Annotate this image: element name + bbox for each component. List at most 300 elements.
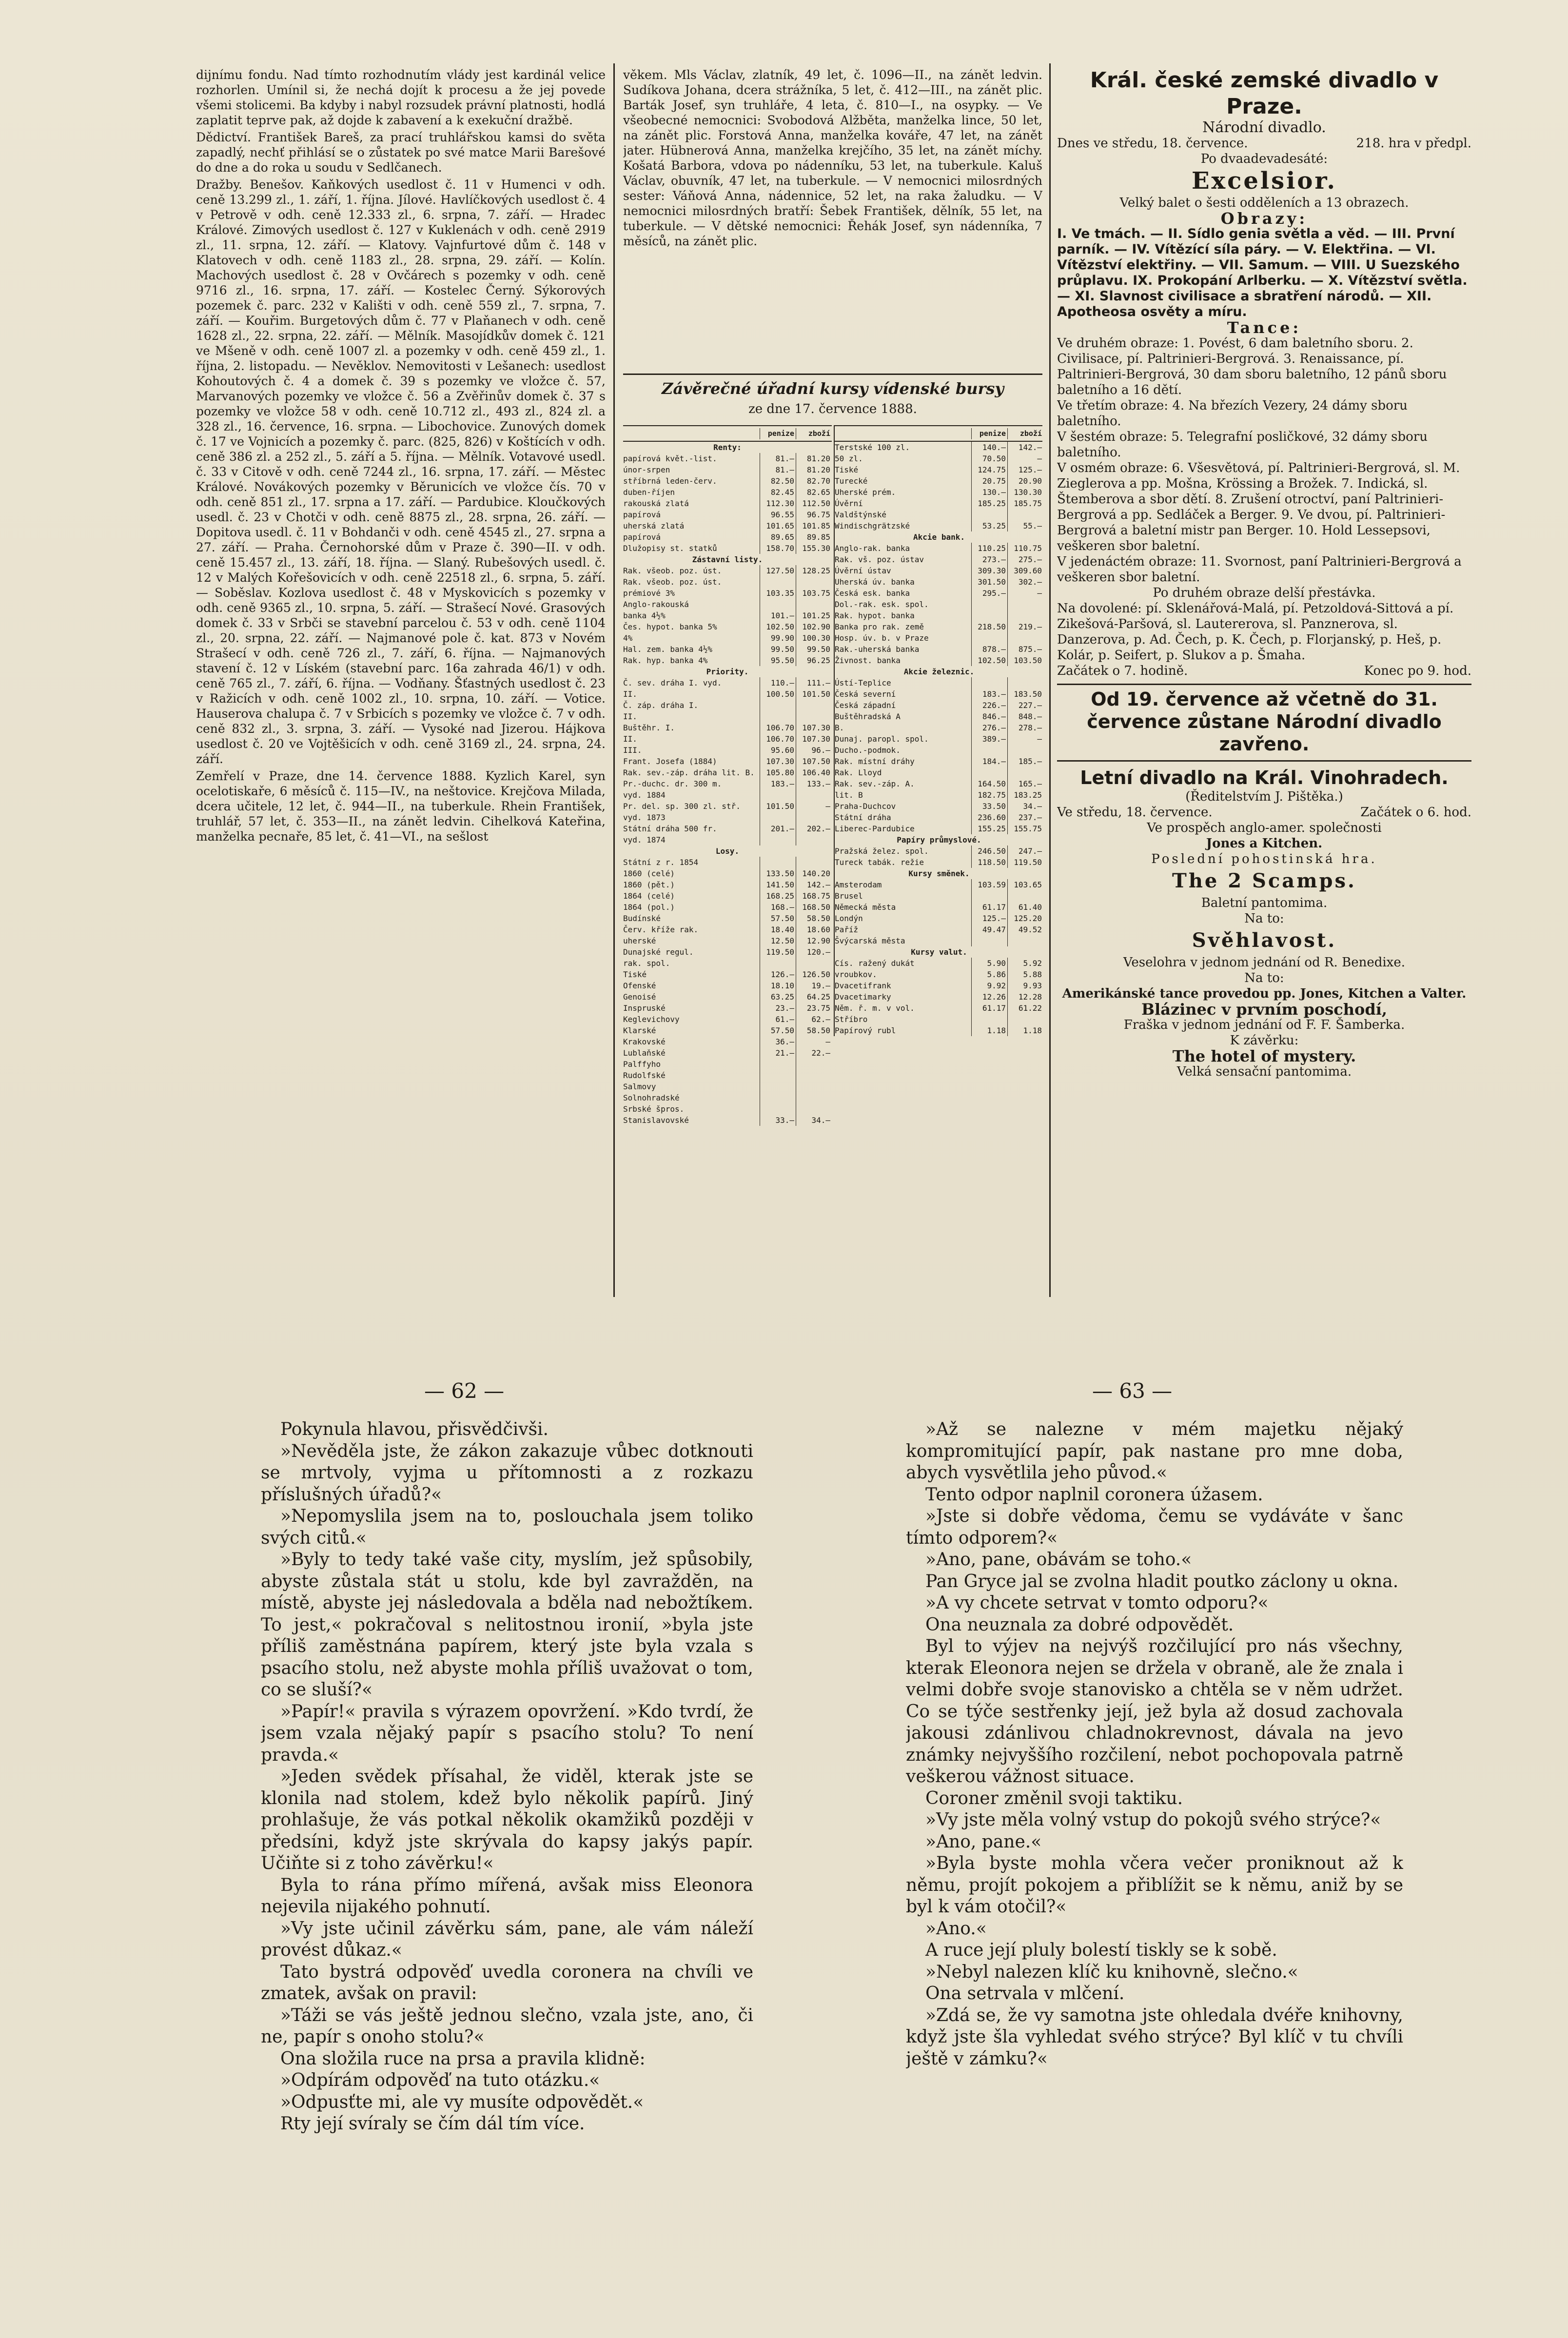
bourse-goods-value xyxy=(796,1081,832,1092)
bourse-goods-value: 101.85 xyxy=(796,520,832,531)
vinohrady-date: Ve středu, 18. července. xyxy=(1057,805,1213,820)
bourse-money-value: 33.50 xyxy=(971,801,1007,812)
paragraph-auctions: Dražby. Benešov. Kaňkových usedlost č. 11 v Humenci v odh. ceně 13.299 zl., 1. září, 1. října. Jílové. Havlíčkových usedlost č. 4 v Petrově v odh. ceně 12.333 zl., 6. srpna, 7. září. — Hradec Králové. Zimových usedlost č. 127 v Kuklenách v odh. ceně 2919 zl., 11. srpna, 12. září. — Klatovy. Vajnfurtové dům č. 148 v Klatovech v odh. ceně 1183 zl., 28. srpna, 29. září. — Kolín. Machových usedlost č. 28 v Ovčárech s pozemky v odh. ceně 9716 zl., 16. srpna, 17. září. — Kostelec Černý. Sýkorových pozemek č. parc. 232 v Kališti v odh. ceně 559 zl., 7. srpna, 7. září. — Kouřim. Burgetových dům č. 77 v Plaňanech v odh. ceně 1628 zl., 22. srpna, 22. září. — Mělník. Masojídkův domek č. 121 ve Mšeně v odh. ceně 1007 zl. a pozemky v odh. ceně 459 zl., 1. října, 2. listopadu. — Nevěklov. Nemovitosti v Lešanech: usedlost Kohoutových č. 4 a domek č. 39 s pozemky ve vložce č. 57, Marvanových pozemky ve vložce č. 56 a Zvěřinův domek č. 37 s pozemky ve vložce 58 v odh. ceně 10.712 zl., 493 zl., 824 zl. a 328 zl., 16. července, 16. srpna. — Libochovice. Zunových domek č. 17 ve Vojnicích a pozemky č. parc. (825, 826) v Koštících v odh. ceně 386 zl. a 252 zl., 5. září a 5. října. — Mělník. Votavové usedl. č. 33 v Citově v odh. ceně 7244 zl., 16. srpna, 17. září. — Městec Králové. Novákových pozemky v Běrunicích ve vložce čís. 70 v odh. ceně 851 zl., 17. srpna a 17. září. — Pardubice. Kloučkových usedl. č. 23 v Chotči v odh. ceně 8875 zl., 28. srpna, 26. září. — Dopitova usedl. č. 11 v Bohdanči v odh. ceně 4545 zl., 27. srpna a 27. září. — Praha. Černohorské dům v Praze č. 390—II. v odh. ceně 15.457 zl., 13. září, 18. října. — Slaný. Rubešových usedl. č. 12 v Malých Kořešovicích v odh. ceně 22518 zl., 6. srpna, 5. září. — Soběslav. Kozlova usedlost č. 48 v Myskovicích s pozemky v odh. ceně 9365 zl., 10. srpna, 5. září. — Strašecí Nové. Grasových domek č. 33 v Srbči se stavební parcelou č. 53 v odh. ceně 1104 zl., 20. srpna, 22. září. — Najmanové pole č. kat. 873 v Novém Strašecí v odh. ceně 726 zl., 7. září, 6. října. — Najmanových stavení č. 12 v Líském (stavební parc. 16a zahrada 46/1) v odh. ceně 765 zl., 7. září, 6. října. — Vodňany. Šťastných usedlost č. 23 v Ražicích v odh. ceně 1002 zl., 10. srpna, 10. září. — Votice. Hauserova chalupa č. 7 v Srbicích s pozemky ve vložce č. 7 v odh. ceně 832 zl., 3. srpna, 3. září. — Vysoké nad Jizerou. Hájkova usedlost č. 20 ve Vojtěšicích v odh. ceně 3169 zl., 24. srpna, 24. září. xyxy=(196,177,606,766)
bourse-row xyxy=(835,913,1042,924)
story-paragraph: Tento odpor naplnil coronera úžasem. xyxy=(925,1484,1263,1505)
bourse-money-value: 20.75 xyxy=(971,475,1007,487)
story-paragraph: »Byly to tedy také vaše city, myslím, jež spůsobily, abyste zůstala stát u stolu, kde byl zavraždĕn, na místě, abyste jej následovala a bděla nad nebožtíkem. To jest,« pokračoval s nelitostnou ironií, »byla jste příliš zaměstnána papírem, který jste byla vzala s psacího stolu, než abyste mohla příliš uvažovat o tom, co se sluší?« xyxy=(261,1550,753,1700)
story-paragraph: »Odpírám odpověď na tuto otázku.« xyxy=(280,2070,600,2090)
story-page-62 xyxy=(261,1419,753,2199)
start-time: Začátek o 7. hodině. xyxy=(1057,664,1188,678)
bourse-goods-value: 278.— xyxy=(1007,722,1042,733)
story-paragraph: »Jeden svědek přísahal, že viděl, kterak jste se klonila nad stolem, kdež bylo několik papírů. Jiný prohlašuje, že vás potkal několik okamžiků později v předsíni, když jste skrývala do kapsy jakýs papír. Učiňte si z toho závěrku!« xyxy=(261,1767,753,1873)
bourse-row xyxy=(623,890,832,902)
bourse-goods-value: 219.— xyxy=(1007,621,1042,632)
bourse-money-value: 53.25 xyxy=(971,520,1007,531)
bourse-row xyxy=(623,610,832,621)
bourse-security-name: Palffyho xyxy=(623,1060,661,1069)
bourse-money-value: 61.17 xyxy=(971,1002,1007,1014)
bourse-goods-value: 183.50 xyxy=(1007,688,1042,700)
bourse-money-value: 5.86 xyxy=(971,969,1007,980)
bourse-money-value: 61.— xyxy=(760,1014,796,1025)
bourse-security-name: Dunajské regul. xyxy=(623,947,694,957)
section-rule xyxy=(623,373,1042,375)
bourse-money-value: 126.— xyxy=(760,969,796,980)
bourse-goods-value: — xyxy=(1007,588,1042,599)
bourse-goods-value: 18.60 xyxy=(796,924,832,935)
bourse-goods-value: 9.93 xyxy=(1007,980,1042,991)
theater-date: Dnes ve středu, 18. července. xyxy=(1057,136,1248,151)
bourse-security-name: Rak. sev.-záp. dráha lit. B. xyxy=(623,768,755,777)
story-paragraph: »Odpusťte mi, ale vy musíte odpovědět.« xyxy=(280,2092,644,2112)
bourse-security-name: vyd. 1874 xyxy=(623,835,666,845)
bourse-security-name: uherská zlatá xyxy=(623,521,685,530)
bourse-goods-value: 34.— xyxy=(1007,801,1042,812)
bourse-row xyxy=(835,958,1042,969)
bourse-security-name: papírová xyxy=(623,532,661,542)
vinohrady-last: Poslední pohostinská hra. xyxy=(1151,852,1377,866)
bourse-money-value xyxy=(971,745,1007,756)
story-paragraph: Byl to výjev na nejvýš rozčilující pro nás všechny, kterak Eleonora nejen se držela v obraně, ale že znala i velmi dobře svoje stanovisko a chtěla se v něm udržet. Co se týče sestřenky její, jež byla až dosud zachovala jakousi zdánlivou chladnokrevnost, dávala na jevo známky nejvyššího rozčilení, nebot pochopovala patrně veškerou vážnost situace. xyxy=(906,1636,1403,1787)
bourse-money-value: 103.59 xyxy=(971,879,1007,890)
bourse-money-value: 389.— xyxy=(971,733,1007,745)
bourse-money-value: 23.— xyxy=(760,1002,796,1014)
bourse-goods-value: 120.— xyxy=(796,946,832,958)
bourse-security-name: rakouská zlatá xyxy=(623,499,689,508)
bourse-goods-value: 100.30 xyxy=(796,632,832,644)
bourse-security-name: Windischgrätzské xyxy=(835,521,910,530)
bourse-row xyxy=(835,655,1042,666)
bourse-money-value: 124.75 xyxy=(971,464,1007,475)
bourse-goods-value: 125.20 xyxy=(1007,913,1042,924)
bourse-goods-value xyxy=(796,1103,832,1115)
bourse-security-name: Dunaj. paropl. spol. xyxy=(835,734,929,744)
bourse-money-value xyxy=(971,677,1007,688)
bourse-goods-value: 237.— xyxy=(1007,812,1042,823)
bourse-section-heading: Priority. xyxy=(706,667,749,676)
paragraph-fund: dijnímu fondu. Nad tímto rozhodnutím vlády jest kardinál velice rozhorlen. Umínil si, že nechá dojít k procesu a že jej povede všemi stolicemi. Ba kdyby i nabyl rozsudek právní platnosti, hodlá zaplatit teprve pak, až dojde k zabavení a k exekuční dražbě. xyxy=(196,68,606,127)
closure-notice: Od 19. července až včetně do 31. července zůstane Národní divadlo zavřeno. xyxy=(1087,688,1442,755)
bourse-money-value: 168.25 xyxy=(760,890,796,902)
bourse-money-value: 95.50 xyxy=(760,655,796,666)
bourse-goods-value: 96.25 xyxy=(796,655,832,666)
bourse-money-value xyxy=(971,890,1007,902)
bourse-goods-value: 82.70 xyxy=(796,475,832,487)
bourse-row xyxy=(835,565,1042,576)
bourse-section-heading: Losy. xyxy=(715,846,740,856)
bourse-security-name: rak. spol. xyxy=(623,959,670,968)
bourse-money-value xyxy=(760,834,796,845)
bourse-money-value: 107.30 xyxy=(760,756,796,767)
bourse-security-name: Tiské xyxy=(835,465,859,474)
bourse-money-value xyxy=(760,1070,796,1081)
bourse-section-heading: Kursy směnek. xyxy=(908,869,970,878)
bourse-security-name: Genoisé xyxy=(623,992,656,1002)
bourse-row xyxy=(835,902,1042,913)
bourse-goods-value: 875.— xyxy=(1007,644,1042,655)
bourse-money-value: 102.50 xyxy=(971,655,1007,666)
bourse-security-name: Česká esk. banka xyxy=(835,589,910,598)
bourse-row xyxy=(835,1025,1042,1036)
bourse-goods-value xyxy=(1007,509,1042,520)
story-paragraph: »A vy chcete setrvat v tomto odporu?« xyxy=(925,1593,1269,1613)
bourse-row xyxy=(623,543,832,554)
bourse-goods-value: 96.— xyxy=(796,745,832,756)
story-paragraph: »Ano, pane, obávám se toho.« xyxy=(925,1550,1192,1570)
bourse-security-name: Ofenské xyxy=(623,981,656,990)
bourse-security-name: Ducho.-podmok. xyxy=(835,746,901,755)
bourse-security-name: Srbské špros. xyxy=(623,1104,685,1114)
bourse-row xyxy=(623,935,832,946)
bourse-security-name: Pr.-duchc. dr. 300 m. xyxy=(623,779,722,788)
bourse-section-heading: Akcie bank. xyxy=(913,532,965,542)
bourse-money-value xyxy=(971,1014,1007,1025)
bourse-row xyxy=(623,632,832,644)
bourse-money-value: 846.— xyxy=(971,711,1007,722)
bourse-goods-value xyxy=(1007,935,1042,946)
bourse-row xyxy=(835,801,1042,812)
story-paragraph: »Táži se vás ještě jednou slečno, vzala jste, ano, či ne, papír s onoho stolu?« xyxy=(261,2005,753,2047)
bourse-row xyxy=(623,1036,832,1047)
bourse-goods-value: 165.— xyxy=(1007,778,1042,789)
bourse-row xyxy=(835,475,1042,487)
bourse-goods-value: 103.75 xyxy=(796,588,832,599)
bourse-row xyxy=(623,453,832,464)
page-number-62: — 62 — xyxy=(424,1379,505,1403)
bourse-goods-value: 142.— xyxy=(1007,442,1042,453)
bourse-row xyxy=(835,442,1042,453)
bourse-row xyxy=(623,700,832,711)
bourse-security-name: Č. záp. dráha I. xyxy=(623,701,699,710)
bourse-money-value: 273.— xyxy=(971,554,1007,565)
bourse-goods-value: 227.— xyxy=(1007,700,1042,711)
bourse-security-name: Hosp. úv. b. v Praze xyxy=(835,633,929,643)
bourse-goods-value: 34.— xyxy=(796,1115,832,1126)
story-paragraph: Tato bystrá odpověď uvedla coronera na chvíli ve zmatek, avšak on pravil: xyxy=(261,1962,753,2004)
bourse-row xyxy=(623,924,832,935)
bourse-security-name: Něm. ř. m. v vol. xyxy=(835,1003,915,1013)
bourse-money-value: 106.70 xyxy=(760,722,796,733)
bourse-row xyxy=(623,1059,832,1070)
bourse-goods-value: 309.60 xyxy=(1007,565,1042,576)
bourse-security-name: B. xyxy=(835,723,844,732)
bourse-goods-value xyxy=(796,857,832,868)
bourse-title: Závěrečné úřadní kursy vídenské bursy xyxy=(662,379,1004,398)
bourse-row xyxy=(623,475,832,487)
bourse-money-value: 118.50 xyxy=(971,857,1007,868)
bourse-row xyxy=(835,845,1042,857)
bourse-money-value: 183.— xyxy=(971,688,1007,700)
column-left xyxy=(196,67,606,1291)
bourse-row xyxy=(623,1115,832,1126)
bourse-goods-value: 119.50 xyxy=(1007,857,1042,868)
bourse-goods-value: 103.65 xyxy=(1007,879,1042,890)
bourse-goods-value: — xyxy=(796,1036,832,1047)
vinohrady-play-3-desc: Fraška v jednom jednání od F. F. Šamberka. xyxy=(1123,1018,1405,1032)
bourse-money-value: 141.50 xyxy=(760,879,796,890)
bourse-security-name: Česká západní xyxy=(835,701,896,710)
bourse-money-value xyxy=(760,857,796,868)
bourse-money-value: 95.60 xyxy=(760,745,796,756)
bourse-money-value: 112.30 xyxy=(760,498,796,509)
bourse-security-name: Rak. všeob. poz. úst. xyxy=(623,577,722,587)
bourse-security-name: Dvacetifrank xyxy=(835,981,891,990)
bourse-row xyxy=(835,857,1042,868)
bourse-goods-value: 82.65 xyxy=(796,487,832,498)
bourse-goods-value: 155.30 xyxy=(796,543,832,554)
story-paragraph: Rty její svíraly se čím dál tím více. xyxy=(280,2114,585,2134)
bourse-security-name: 1860 (celé) xyxy=(623,869,675,878)
bourse-goods-value: 12.28 xyxy=(1007,991,1042,1002)
bourse-row xyxy=(835,644,1042,655)
bourse-section-heading: Akcie železnic. xyxy=(903,667,975,676)
paragraph-deaths: Zemřelí v Praze, dne 14. července 1888. Kyzlich Karel, syn ocelotiskaře, 6 měsíců č. 115—IV., na neštovice. Krejčova Milada, dcera učitele, 12 let, č. 944—II., na tuberkule. Rhein František, truhlář, 57 let, č. 353—II., na zánět ledvin. Cihelková Kateřina, manželka pecnaře, 85 let, č. 41—VI., na sešlost xyxy=(196,769,606,844)
bourse-row xyxy=(623,599,832,610)
bourse-goods-value: 62.— xyxy=(796,1014,832,1025)
bourse-security-name: Tiské xyxy=(623,970,647,979)
bourse-section-heading: Renty: xyxy=(713,443,742,452)
dances-heading: Tance: xyxy=(1227,318,1302,337)
bourse-security-name: Klarské xyxy=(623,1026,656,1035)
bourse-row xyxy=(623,487,832,498)
bourse-security-name: Česká severní xyxy=(835,689,896,699)
bourse-security-name: Dvacetimarky xyxy=(835,992,891,1002)
bourse-security-name: Živnost. banka xyxy=(835,656,901,665)
column-right-theater xyxy=(1057,67,1471,1316)
bourse-goods-value: 20.90 xyxy=(1007,475,1042,487)
bourse-money-value: 185.25 xyxy=(971,498,1007,509)
story-paragraph: »Nepomyslila jsem na to, poslouchala jsem toliko svých citů.« xyxy=(261,1506,753,1548)
bourse-row xyxy=(835,453,1042,464)
bourse-security-name: banka 4½% xyxy=(623,611,666,620)
bourse-goods-value: 112.50 xyxy=(796,498,832,509)
bourse-goods-value xyxy=(1007,767,1042,778)
bourse-goods-value: 185.— xyxy=(1007,756,1042,767)
bourse-security-name: Krakovské xyxy=(623,1037,666,1046)
bourse-money-value: 101.— xyxy=(760,610,796,621)
bourse-security-name: Čes. hypot. banka 5% xyxy=(623,622,717,631)
bourse-security-name: Červ. kříže rak. xyxy=(623,925,699,934)
bourse-security-name: Pražská želez. spol. xyxy=(835,846,929,856)
bourse-header-money: penize xyxy=(971,428,1007,439)
bourse-goods-value: 107.50 xyxy=(796,756,832,767)
bourse-money-value: 106.70 xyxy=(760,733,796,745)
bourse-money-value: 140.— xyxy=(971,442,1007,453)
bourse-security-name: Terstské 100 zl. xyxy=(835,443,910,452)
bourse-goods-value: 275.— xyxy=(1007,554,1042,565)
bourse-money-value: 168.— xyxy=(760,902,796,913)
bourse-money-value xyxy=(760,1081,796,1092)
bourse-row xyxy=(835,745,1042,756)
bourse-row xyxy=(835,588,1042,599)
bourse-security-name: Budínské xyxy=(623,914,661,923)
bourse-security-name: II. xyxy=(623,689,637,699)
bourse-security-name: 1864 (pol.) xyxy=(623,903,675,912)
bourse-row xyxy=(835,767,1042,778)
bourse-security-name: Anglo-rakouská xyxy=(623,600,689,609)
bourse-row xyxy=(835,879,1042,890)
bourse-row xyxy=(835,677,1042,688)
bourse-row xyxy=(623,958,832,969)
column-middle-deaths xyxy=(623,67,1042,370)
bourse-row xyxy=(835,980,1042,991)
dances-2: Ve třetím obraze: 4. Na březích Vezery, 24 dámy sboru baletního. xyxy=(1057,398,1408,429)
bourse-goods-value: 106.40 xyxy=(796,767,832,778)
dances-5: V jedenáctém obraze: 11. Svornost, paní Paltrinieri-Bergrová a veškeren sbor baletní. xyxy=(1057,554,1462,585)
bourse-money-value: 36.— xyxy=(760,1036,796,1047)
bourse-security-name: Liberec-Pardubice xyxy=(835,824,915,833)
theater-title: Král. české zemské divadlo v Praze. xyxy=(1090,68,1439,119)
bourse-money-value xyxy=(760,958,796,969)
bourse-money-value xyxy=(760,1092,796,1103)
bourse-row xyxy=(623,1092,832,1103)
bourse-goods-value: 99.50 xyxy=(796,644,832,655)
bourse-security-name: Švýcarská města xyxy=(835,936,905,945)
bourse-row xyxy=(623,969,832,980)
bourse-goods-value: 61.22 xyxy=(1007,1002,1042,1014)
bourse-row xyxy=(623,1002,832,1014)
bourse-row xyxy=(835,464,1042,475)
bourse-row xyxy=(835,621,1042,632)
bourse-money-value: 99.50 xyxy=(760,644,796,655)
intermission-note: Po druhém obraze delší přestávka. xyxy=(1153,586,1376,600)
bourse-row xyxy=(623,677,832,688)
bourse-goods-value xyxy=(796,1070,832,1081)
bourse-money-value: 101.50 xyxy=(760,801,796,812)
bourse-row xyxy=(835,520,1042,531)
story-paragraph: »Nevěděla jste, že zákon zakazuje vůbec dotknouti se mrtvoly, vyjma u přítomnosti a z rozkazu příslušných úřadů?« xyxy=(261,1441,753,1505)
bourse-security-name: uherské xyxy=(623,936,656,945)
bourse-money-value: 295.— xyxy=(971,588,1007,599)
bourse-security-name: papírová xyxy=(623,510,661,519)
bourse-money-value xyxy=(971,509,1007,520)
bourse-money-value: 125.— xyxy=(971,913,1007,924)
bourse-row xyxy=(623,902,832,913)
bourse-security-name: Rak. místní dráhy xyxy=(835,757,915,766)
bourse-goods-value xyxy=(1007,632,1042,644)
bourse-row xyxy=(623,801,832,812)
bourse-money-value: 201.— xyxy=(760,823,796,834)
bourse-security-name: Turecké xyxy=(835,476,868,486)
bourse-money-value: 18.40 xyxy=(760,924,796,935)
bourse-money-value: 182.75 xyxy=(971,789,1007,801)
theater-performance-no: 218. hra v předpl. xyxy=(1356,136,1471,151)
bourse-row xyxy=(623,464,832,475)
leave-note: Na dovolené: pí. Sklenářová-Malá, pí. Petzoldová-Sittová a pí. Zikešová-Paršová, sl. Lautererova, sl. Panznerova, sl. Danzerova, p. Ad. Čech, p. K. Čech, p. Florjanský, p. Heš, p. Kolár, p. Seifert, p. Slukov a p. Šmaha. xyxy=(1057,601,1454,663)
bourse-row xyxy=(623,868,832,879)
bourse-goods-value xyxy=(796,576,832,588)
bourse-goods-value: 101.25 xyxy=(796,610,832,621)
bourse-security-name: Úvěrní xyxy=(835,499,863,508)
play-title: Excelsior. xyxy=(1191,167,1337,195)
bourse-goods-value xyxy=(1007,745,1042,756)
bourse-money-value: 878.— xyxy=(971,644,1007,655)
bourse-money-value: 33.— xyxy=(760,1115,796,1126)
play-description: Velký balet o šesti odděleních a 13 obrazech. xyxy=(1119,196,1409,210)
vinohrady-play-1: The 2 Scamps. xyxy=(1172,869,1356,892)
story-paragraph: Ona složila ruce na prsa a pravila klidně: xyxy=(280,2048,646,2069)
bourse-security-name: II. xyxy=(623,712,637,721)
paragraph-deaths-cont: věkem. Mls Václav, zlatník, 49 let, č. 1096—II., na zánět ledvin. Sudíkova Johana, dcera strážníka, 5 let, č. 412—III., na zánět plic. Barták Josef, syn truhláře, 4 leta, č. 810—I., na osypky. — Ve všeobecné nemocnici: Svobodová Alžběta, manželka lince, 50 let, na zánět plic. Forstová Anna, manželka kováře, 47 let, na zánět jater. Hübnerová Anna, manželka krejčího, 35 let, na zánět míchy. Košatá Barbora, vdova po nádenníku, 53 let, na tuberkule. Kaluš Václav, obuvník, 47 let, na tuberkule. — V nemocnici milosrdných sester: Váňová Anna, nádennice, 52 let, na raka žaludku. — V nemocnici milosrdných bratří: Šebek František, dělník, 55 let, na tuberkule. — V dětské nemocnici: Řehák Josef, syn nádenníka, 7 měsíců, na zánět plic. xyxy=(623,68,1042,248)
bourse-security-name: Rak. hyp. banka 4% xyxy=(623,656,708,665)
bourse-security-name: Praha-Duchcov xyxy=(835,802,896,811)
bourse-goods-value: — xyxy=(1007,733,1042,745)
vinohrady-play-2-desc: Veselohra v jednom jednání od R. Benedixe. xyxy=(1123,955,1405,970)
end-time: Konec po 9. hod. xyxy=(1364,664,1471,678)
bourse-row xyxy=(623,655,832,666)
bourse-security-name: Amsterodam xyxy=(835,880,882,889)
bourse-goods-value: 23.75 xyxy=(796,1002,832,1014)
bourse-goods-value: — xyxy=(1007,453,1042,464)
bourse-row xyxy=(835,711,1042,722)
bourse-goods-value: — xyxy=(796,801,832,812)
bourse-goods-value: 5.88 xyxy=(1007,969,1042,980)
vinohrady-play-3: Blázinec v prvním poschodí, xyxy=(1141,1000,1387,1019)
bourse-goods-value xyxy=(1007,610,1042,621)
bourse-goods-value: 96.75 xyxy=(796,509,832,520)
vinohrady-director: (Ředitelstvím J. Pištěka.) xyxy=(1185,789,1343,804)
bourse-goods-value xyxy=(796,958,832,969)
bourse-row xyxy=(623,789,832,801)
bourse-row xyxy=(623,1103,832,1115)
bourse-goods-value: 55.— xyxy=(1007,520,1042,531)
bourse-goods-value: 58.50 xyxy=(796,1025,832,1036)
bourse-money-value: 57.50 xyxy=(760,1025,796,1036)
bourse-money-value: 100.50 xyxy=(760,688,796,700)
bourse-row xyxy=(623,767,832,778)
bourse-security-name: 50 zl. xyxy=(835,454,863,463)
bourse-goods-value: 140.20 xyxy=(796,868,832,879)
bourse-row xyxy=(623,778,832,789)
vinohrady-nato-2: Na to: xyxy=(1244,971,1284,985)
bourse-row xyxy=(623,879,832,890)
bourse-row xyxy=(623,980,832,991)
bourse-security-name: Rudolfské xyxy=(623,1071,666,1080)
bourse-row xyxy=(623,576,832,588)
story-page-63 xyxy=(906,1419,1403,2199)
bourse-goods-value: 125.— xyxy=(1007,464,1042,475)
bourse-money-value: 9.92 xyxy=(971,980,1007,991)
bourse-security-name: Solnohradské xyxy=(623,1093,680,1102)
bourse-row xyxy=(835,991,1042,1002)
bourse-goods-value: 155.75 xyxy=(1007,823,1042,834)
vinohrady-dances: Amerikánské tance provedou pp. Jones, Kitchen a Valter. xyxy=(1062,986,1467,1001)
bourse-section-heading: Kursy valut. xyxy=(911,947,967,957)
bourse-row xyxy=(623,913,832,924)
bourse-goods-value: 19.— xyxy=(796,980,832,991)
bourse-security-name: Cís. ražený dukát xyxy=(835,959,915,968)
bourse-header xyxy=(623,425,832,442)
bourse-money-value: 184.— xyxy=(971,756,1007,767)
bourse-goods-value: 1.18 xyxy=(1007,1025,1042,1036)
bourse-goods-value: 168.75 xyxy=(796,890,832,902)
story-paragraph: Ona neuznala za dobré odpovědět. xyxy=(925,1614,1234,1635)
bourse-row xyxy=(835,1014,1042,1025)
bourse-row xyxy=(623,1014,832,1025)
bourse-goods-value: 142.— xyxy=(796,879,832,890)
bourse-goods-value xyxy=(1007,1014,1042,1025)
bourse-security-name: Inspruské xyxy=(623,1003,666,1013)
bourse-row xyxy=(623,812,832,823)
bourse-row xyxy=(835,812,1042,823)
bourse-money-value: 158.70 xyxy=(760,543,796,554)
bourse-goods-value: 22.— xyxy=(796,1047,832,1059)
bourse-goods-value: 64.25 xyxy=(796,991,832,1002)
bourse-row xyxy=(623,991,832,1002)
bourse-money-value: 5.90 xyxy=(971,958,1007,969)
bourse-goods-value: 107.30 xyxy=(796,722,832,733)
story-paragraph: »Vy jste učinil závěrku sám, pane, ale vám náleží provést důkaz.« xyxy=(261,1918,753,1960)
